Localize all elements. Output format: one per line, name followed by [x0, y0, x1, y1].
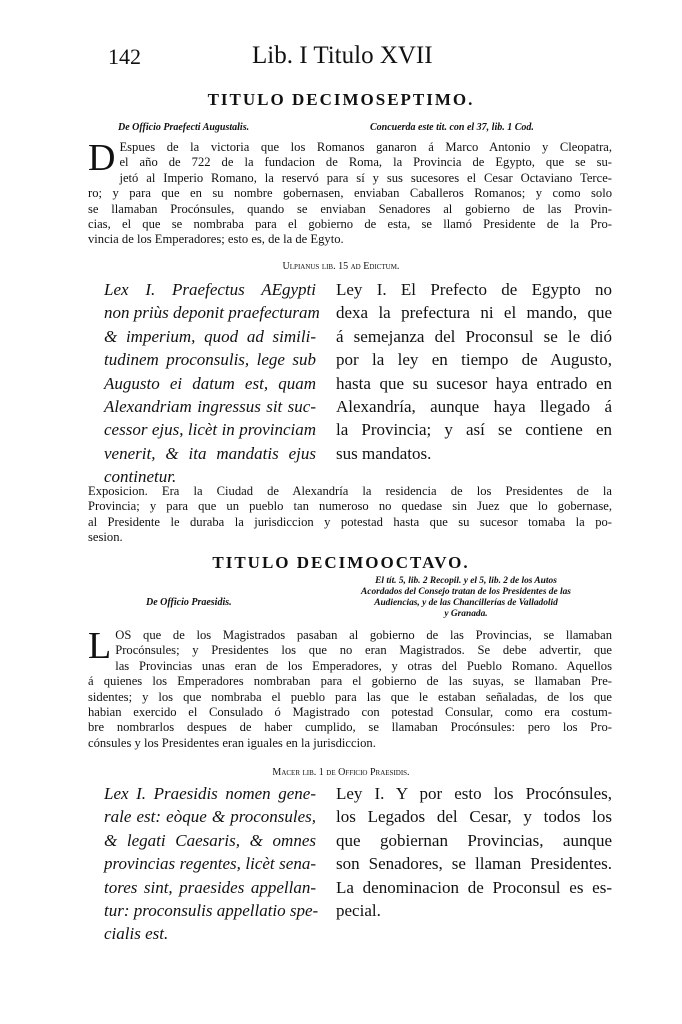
intro-line: Espues de la victoria que los Romanos ganaron á Marco Antonio y Cleopatra, — [119, 140, 612, 154]
section-17-spanish-text — [336, 278, 612, 465]
latin-line: & legati Caesaris, & omnes — [104, 830, 316, 850]
intro-line: OS que de los Magistrados pasaban al gobierno de las Provincias, se llamaban — [115, 628, 612, 642]
running-title: Lib. I Titulo XVII — [252, 42, 433, 69]
latin-line: Lex I. Praesidis nomen gene- — [104, 784, 316, 803]
exposicion-line: Provincia; y para que un pueblo tan numeroso no quedase sin Juez que lo gobernase, — [88, 499, 612, 514]
section-17-latin-text — [104, 278, 320, 489]
latin-line: provincias regentes, licèt sena- — [104, 854, 316, 874]
intro-line: habian exercido el Consulado ó Magistrado con potestad Consular, como era costum- — [88, 705, 612, 720]
intro-line: cias, el que se nombraba para el gobierno de esta, se llamó Presidente de la Pro- — [88, 217, 612, 232]
intro-line: cónsules y los Presidentes eran iguales en la jurisdiccion. — [88, 735, 376, 750]
spanish-line: sus mandatos. — [336, 443, 432, 463]
concordance-line: Audiencias, y de las Chancillerías de Valladolid — [374, 598, 558, 608]
intro-line: vincia de los Emperadores; esto es, de la de Egyto. — [88, 232, 344, 247]
spanish-line: Ley I. Y por esto los Procónsules, — [336, 784, 612, 803]
latin-line: non priùs deponit praefecturam — [104, 303, 320, 323]
intro-line: bre nombrarlos despues de haber cumplido, se llamaban Procónsules: pero los Pro- — [88, 720, 612, 735]
section-18-concordance — [318, 576, 614, 620]
intro-line: el año de 722 de la fundacion de Roma, la Provincia de Egypto, que se su- — [119, 155, 612, 170]
latin-line: venerit, & ita mandatis ejus — [104, 443, 316, 463]
spanish-line: Ley I. El Prefecto de Egypto no — [336, 280, 612, 299]
section-title-17: TITULO DECIMOSEPTIMO. — [207, 90, 475, 109]
intro-line: ro; y para que en su nombre gobernasen, enviaban Caballeros Romanos; y como solo — [88, 186, 612, 201]
intro-line: á quienes los Emperadores nombraban para el gobierno de las suyas, se llamaban Pre- — [88, 674, 612, 689]
dropcap-l: L — [88, 625, 112, 667]
page-number: 142 — [108, 44, 141, 69]
section-18-intro — [88, 625, 612, 751]
section-title-18: TITULO DECIMOOCTAVO. — [212, 553, 470, 572]
spanish-line: que gobiernan Provincias, aunque — [336, 830, 612, 850]
section-18-subtitle-left: De Officio Praesidis. — [146, 597, 232, 608]
spanish-line: Alexandría, aunque haya llegado á — [336, 397, 612, 417]
latin-line: Augusto ei datum est, quam — [104, 373, 316, 393]
dropcap-d: D — [88, 137, 116, 179]
latin-line: tudinem proconsulis, lege sub — [104, 350, 316, 370]
exposicion-line: al Presidente le duraba la jurisdiccion y potestad hasta que su sucesor tomaba la po- — [88, 514, 612, 529]
spanish-line: pecial. — [336, 901, 381, 921]
intro-line: Procónsules; y Presidentes los que no eran Magistrados. Se debe advertir, que — [115, 643, 612, 658]
spanish-line: la Provincia; y así se contiene en — [336, 420, 612, 440]
concordance-line: y Granada. — [444, 609, 488, 619]
latin-line: cialis est. — [104, 924, 169, 944]
section-17-subtitle-right: Concuerda este tit. con el 37, lib. 1 Cod. — [370, 122, 534, 133]
spanish-line: hasta que su sucesor haya entrado en — [336, 373, 612, 393]
latin-line: Lex I. Praefectus AEgypti — [104, 280, 316, 299]
exposicion-line: sesion. — [88, 530, 123, 545]
latin-line: continetur. — [104, 467, 177, 487]
spanish-line: dexa la prefectura ni el mando, que — [336, 303, 612, 323]
section-17-exposicion — [88, 484, 612, 546]
latin-line: tur: proconsulis appellatio spe- — [104, 901, 319, 921]
exposicion-line: Exposicion. Era la Ciudad de Alexandría la residencia de los Presidentes de la — [88, 484, 612, 498]
spanish-line: á semejanza del Proconsul se le dió — [336, 326, 612, 346]
latin-line: rale est: eòque & proconsules, — [104, 807, 316, 827]
latin-line: cessor ejus, licèt in provinciam — [104, 420, 316, 440]
concordance-line: Acordados del Consejo tratan de los Presidentes de las — [361, 587, 571, 597]
latin-line: Alexandriam ingressus sit suc- — [104, 397, 316, 417]
latin-line: & imperium, quod ad simili- — [104, 326, 316, 346]
spanish-line: los Legados del Cesar, y todos los — [336, 807, 612, 827]
spanish-line: La denominacion de Proconsul es es- — [336, 877, 612, 897]
intro-line: se llamaban Procónsules, quando se enviaban Senadores al gobierno de las Provin- — [88, 201, 612, 216]
spanish-line: son Senadores, se llaman Presidentes. — [336, 854, 612, 874]
intro-line: jetó al Imperio Romano, la reservó para sí y sus sucesores el Cesar Octaviano Terce- — [119, 170, 612, 185]
section-18-latin-text — [104, 782, 319, 946]
section-17-intro — [88, 137, 612, 248]
concordance-line: El tít. 5, lib. 2 Recopil. y el 5, lib. 2 de los Autos — [375, 576, 557, 586]
section-17-subtitle-left: De Officio Praefecti Augustalis. — [118, 122, 250, 133]
spanish-line: por la ley en tiempo de Augusto, — [336, 350, 612, 370]
section-17-source: Ulpianus lib. 15 ad Edictum. — [282, 261, 400, 272]
section-18-source: Macer lib. 1 de Officio Praesidis. — [272, 767, 410, 778]
intro-line: las Provincias unas eran de los Emperadores, y otras del Pueblo Romano. Aquellos — [115, 658, 612, 673]
intro-line: sidentes; y los que nombraba el pueblo para las que le estaban señaladas, de los que — [88, 689, 612, 704]
latin-line: tores sint, praesides appellan- — [104, 877, 316, 897]
section-18-spanish-text — [336, 782, 612, 922]
